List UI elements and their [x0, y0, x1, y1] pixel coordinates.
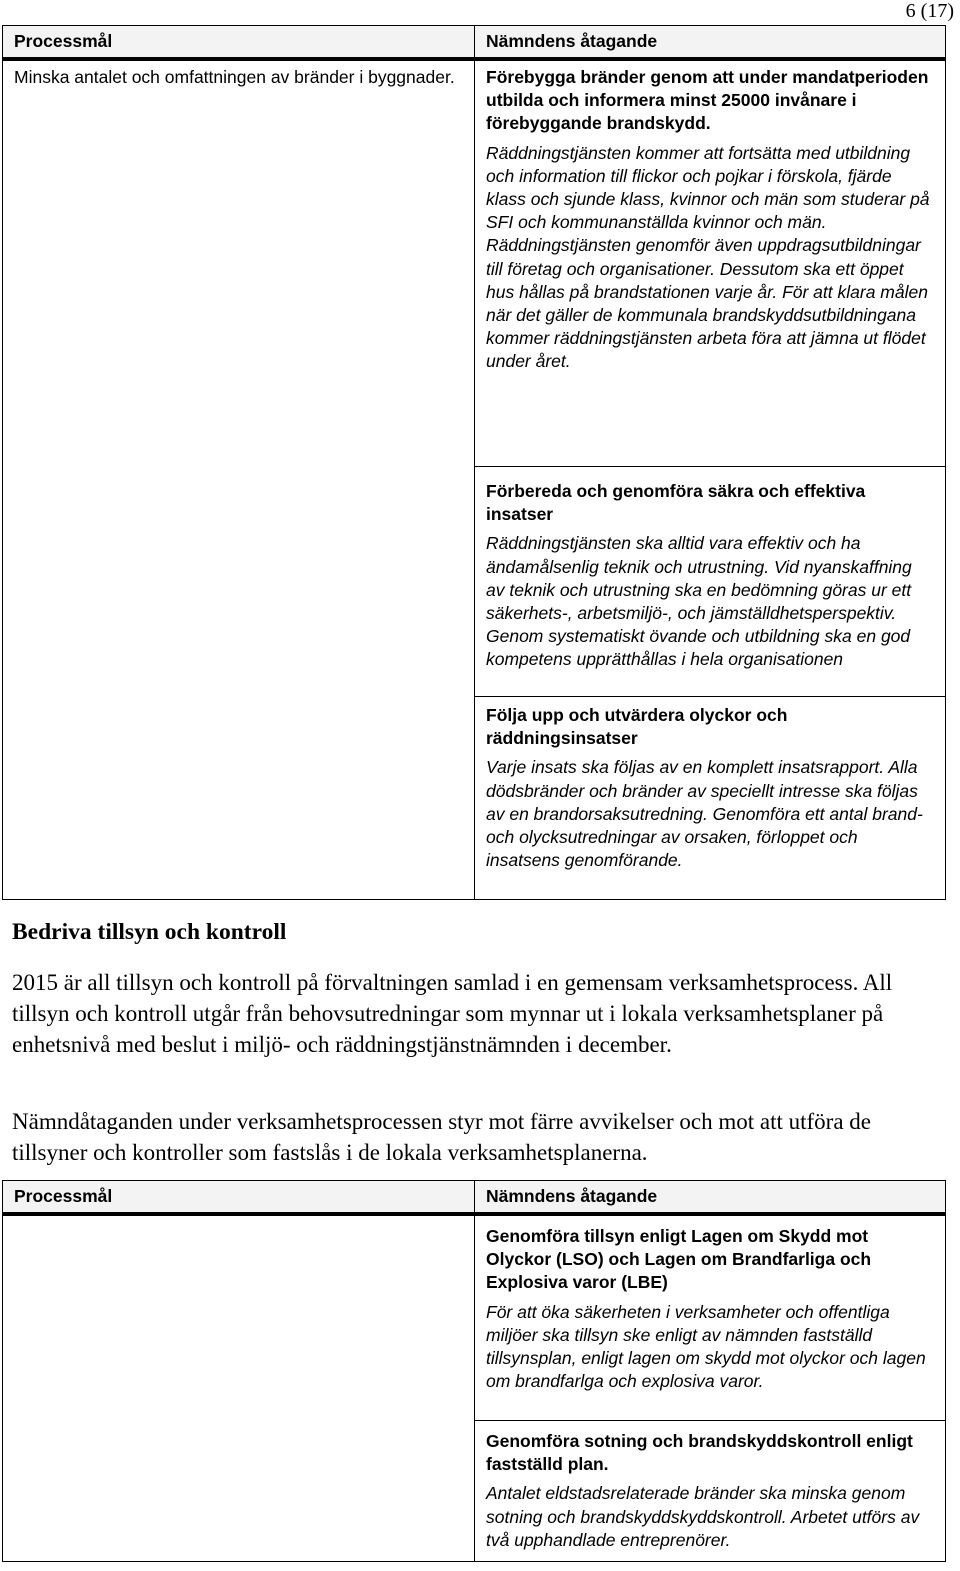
- section-paragraph-2: Nämndåtaganden under verksamhetsprocessen styr mot färre avvikelser och mot att utföra de tillsyner och kontroller som fastslås i de lokala verksamhetsplanerna.: [12, 1109, 871, 1166]
- process-goal-cell-empty: [3, 1214, 475, 1562]
- commitment-body: Räddningstjänsten kommer att fortsätta med utbildning och information till flickor och pojkar i förskola, fjärde klass och sjunde klass, kvinnor och män som studerar på SFI och kommunanställda kvinnor och män. Räddningstjänsten genomför även uppdragsutbildningar till företag och organisationer. Dessutom ska ett öppet hus hållas på brandstationen varje år. För att klara målen när det gäller de kommunala brandskyddsutbildningana kommer räddningstjänsten arbeta föra att jämna ut flödet under året.: [486, 142, 930, 372]
- commitment-title: Genomföra sotning och brandskyddskontroll enligt fastställd plan.: [486, 1431, 913, 1475]
- commitment-body: Varje insats ska följas av en komplett insatsrapport. Alla dödsbränder och bränder av speciellt intresse ska följas av en brandorsaksutredning. Genomföra ett antal brand- och olycksutredningar av orsaken, förloppet och insatsens genomförande.: [486, 757, 923, 871]
- process-table-inspection: [2, 1180, 946, 1562]
- commitment-cell: [475, 1421, 946, 1562]
- header-commitment: Nämndens åtagande: [475, 1181, 946, 1215]
- commitment-cell: [475, 1214, 946, 1421]
- process-goal-cell: [3, 59, 475, 900]
- commitment-cell: [475, 697, 946, 900]
- section-paragraph-1: 2015 är all tillsyn och kontroll på förvaltningen samlad i en gemensam verksamhetsprocess. All tillsyn och kontroll utgår från behovsutredningar som mynnar ut i lokala verksamhetsplaner på enhetsnivå med beslut i miljö- och räddningstjänstnämnden i december.: [12, 970, 893, 1058]
- table-row: [3, 1214, 946, 1421]
- commitment-title: Förebygga bränder genom att under mandatperioden utbilda och informera minst 25000 invånare i förebyggande brandskydd.: [486, 67, 929, 134]
- commitment-cell: [475, 59, 946, 467]
- commitment-body: Räddningstjänsten ska alltid vara effektiv och ha ändamålsenlig teknik och utrustning. Vid nyanskaffning av teknik och utrustning ska en bedömning göras ur ett säkerhets-, arbetsmiljö-, och jämställdhetsperspektiv. Genom systematiskt övande och utbildning ska en god kompetens upprätthållas i hela organisationen: [486, 533, 912, 670]
- commitment-title: Genomföra tillsyn enligt Lagen om Skydd mot Olyckor (LSO) och Lagen om Brandfarliga och Explosiva varor (LBE): [486, 1226, 872, 1293]
- commitment-title: Förbereda och genomföra säkra och effektiva insatser: [486, 481, 866, 525]
- table-header-row: [3, 1181, 946, 1215]
- section-heading: Bedriva tillsyn och kontroll: [12, 919, 287, 945]
- commitment-body: Antalet eldstadsrelaterade bränder ska minska genom sotning och brandskyddskyddskontroll. Arbetet utförs av två upphandlade entreprenörer.: [486, 1483, 920, 1550]
- header-commitment: Nämndens åtagande: [475, 26, 946, 60]
- process-table-fire-prevention: [2, 25, 946, 900]
- commitment-title: Följa upp och utvärdera olyckor och räddningsinsatser: [486, 705, 788, 749]
- table-header-row: [3, 26, 946, 60]
- commitment-cell: [475, 467, 946, 697]
- commitment-body: För att öka säkerheten i verksamheter och offentliga miljöer ska tillsyn ske enligt av nämnden fastställd tillsynsplan, enligt lagen om skydd mot olyckor och lagen om brandfarlga och explosiva varor.: [486, 1301, 926, 1392]
- page-number: 6 (17): [905, 0, 954, 22]
- table-row: [3, 59, 946, 467]
- header-process-goal: Processmål: [3, 1181, 475, 1215]
- process-goal-text: Minska antalet och omfattningen av bränder i byggnader.: [14, 67, 455, 87]
- header-process-goal: Processmål: [3, 26, 475, 60]
